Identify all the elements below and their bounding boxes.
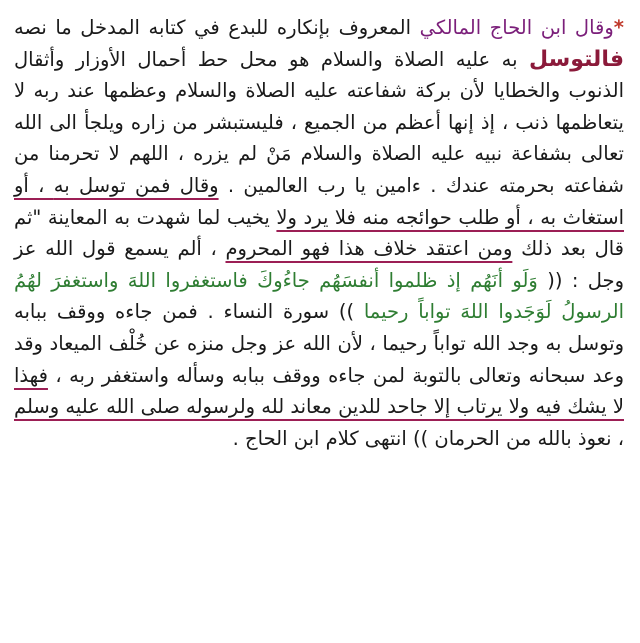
- underlined-quote: ، أو استغاث به ، أو طلب حوائجه منه فلا يرد ولا: [14, 173, 624, 229]
- body-text: )) سورة النساء . فمن جاءه ووقف ببابه وتوسل به وجد الله تواباً رحيما ، لأن الله عز وجل منزه عن خُلْف الميعاد وقد وعد سبحانه وتعالى بالتوبة لمن جاءه ووقف ببابه وسأله واستغفر ربه ،: [14, 300, 624, 387]
- underlined-quote: ومن اعتقد خلاف هذا فهو المحروم: [225, 237, 513, 261]
- author-name: وقال ابن الحاج المالكي: [419, 16, 614, 39]
- body-text: المعروف بإنكاره للبدع في كتابه المدخل ما نصه: [14, 16, 420, 39]
- underlined-quote: وقال فمن توسل به: [53, 173, 219, 197]
- quran-verse: وَلَو أنَهُم إذ ظلموا أنفسَهُم جاءُوكَ فاستغفروا اللهَ واستغفرَ لهُمُ الرسولُ لَوَجَدوا اللهَ تواباً رحيما: [14, 268, 624, 324]
- body-text: ، ألم يسمع قول الله عز وجل : ((: [14, 237, 625, 292]
- body-text: يخيب لما شهدت به المعاينة "ثم قال بعد ذلك: [14, 205, 625, 261]
- asterisk-marker: *: [613, 16, 624, 39]
- body-text: به عليه الصلاة والسلام هو محل حط أحمال الأوزار وأثقال الذنوب والخطايا لأن بركة شفاعته عليه الصلاة والسلام وعظمها عند ربه لا يتعاظمها ذنب ، إذ إنها أعظم من الجميع ، فليستبشر من زاره ويلجأ الى الله تعالى بشفاعة نبيه عليه الصلاة والسلام مَنْ لم يزره ، اللهم لا تحرمنا من شفاعته بحرمته عندك . ءامين يا رب العالمين .: [14, 47, 625, 197]
- body-text: ، نعوذ بالله من الحرمان )) انتهى كلام ابن الحاج .: [232, 426, 624, 450]
- underlined-quote: فهذا لا يشك فيه ولا يرتاب إلا جاحد للدين معاند لله ولرسوله صلى الله عليه وسلم: [14, 363, 624, 419]
- keyword-tawassul: فالتوسل: [529, 46, 624, 72]
- document-body: [14, 12, 624, 454]
